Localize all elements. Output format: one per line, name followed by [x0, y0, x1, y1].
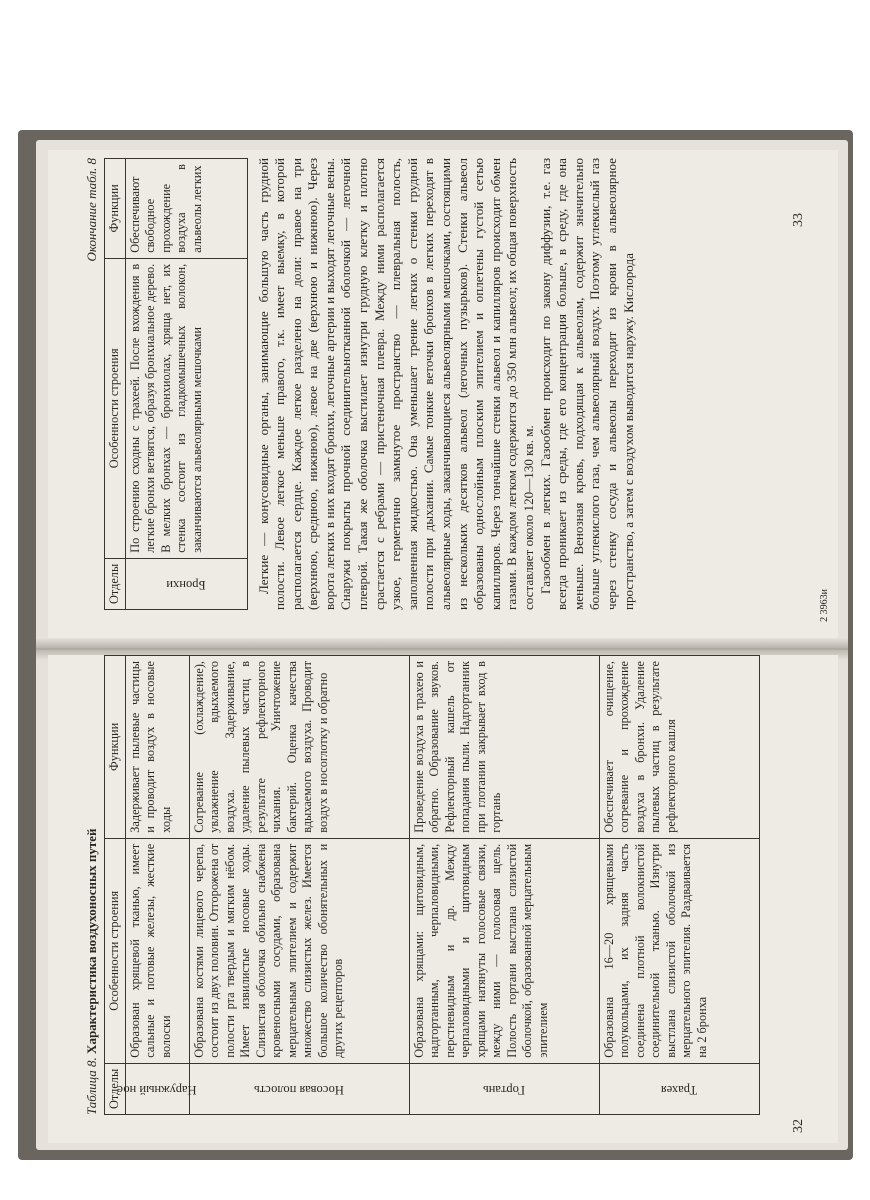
table-caption-label: Таблица 8.	[84, 1057, 99, 1115]
table-caption-title: Характеристика воздухоносных путей	[84, 828, 99, 1054]
column-header: Функции	[105, 159, 126, 259]
dept-cell: Трахея	[599, 1063, 759, 1114]
page-33-content	[84, 158, 814, 610]
paragraph: Газообмен в легких. Газообмен происходит по закону диффузии, т.е. газ всегда проникает из среды, где его концентрация больше, в среду, где она меньше. Венозная кровь, подходящая к альвеолам, содержит значительно больше углекислого газа, чем альвеолярный воздух. Поэтому углекислый газ через стенку сосуда и альвеолы переходит из крови в альвеолярное пространство, а затем с воздухом выводится наружу. Кислорода	[537, 158, 636, 610]
table-caption-continued: Окончание табл. 8	[84, 158, 99, 262]
column-header: Функции	[105, 656, 126, 839]
structure-cell: Образована хрящами: щитовидным, надгортанным, черпаловидными, перстневидным и др. Между черпаловидными и щитовидным хрящами натянуты голосовые связки, между ними — голосовая щель. Полость гортани выстлана слизистой оболочкой, образованной мерцательным эпителием	[409, 838, 599, 1063]
page-number: 33	[791, 213, 806, 227]
dept-cell: Наружный нос	[125, 1063, 189, 1114]
function-cell: Обеспечивает очищение, согревание и прохождение воздуха в бронхи. Удаление пылевых частиц в результате рефлекторного кашля	[599, 656, 759, 839]
body-text	[256, 158, 638, 610]
dept-cell: Носовая полость	[189, 1063, 409, 1114]
column-header: Особенности строения	[105, 838, 126, 1063]
page-number: 32	[791, 1119, 806, 1133]
table-header-row	[105, 656, 126, 1115]
table-row	[125, 656, 189, 1115]
table-row	[125, 159, 247, 610]
page-32-content	[84, 655, 844, 1115]
dept-cell: Бронхи	[125, 558, 247, 609]
table-8-continued	[104, 158, 248, 610]
structure-cell: Образована 16—20 хрящевыми полукольцами, их задняя часть соединена плотной волокнистой соединительной тканью. Изнутри выстлана слизистой оболочкой из мерцательного эпителия. Раздваивается на 2 бронха	[599, 838, 759, 1063]
column-header: Отделы	[105, 1063, 126, 1114]
table-row	[189, 656, 409, 1115]
table-caption	[84, 655, 100, 1115]
printer-signature: 2 3963и	[818, 589, 830, 622]
structure-cell: Образована костями лицевого черепа, состоит из двух половин. Отгорожена от полости рта твердым и мягким нёбом. Имеет извилистые носовые ходы. Слизистая оболочка обильно снабжена кровеносными сосудами, образована мерцательным эпителием и содержит множество слизистых желез. Имеется большое количество обонятельных и других рецепторов	[189, 838, 409, 1063]
function-cell: Согревание (охлаждение), увлажнение вдыхаемого воздуха. Задерживание, удаление пылевых частиц в результате рефлекторного чихания. Уничтожение бактерий. Оценка качества вдыхаемого воздуха. Проводит воздух в носоглотку и обратно	[189, 656, 409, 839]
structure-cell: Образован хрящевой тканью, имеет сальные и потовые железы, жесткие волоски	[125, 838, 189, 1063]
table-row	[599, 656, 759, 1115]
function-cell: Проведение воздуха в трахею и обратно. Образование звуков. Рефлекторный кашель от попадания пыли. Надгортанник при глотании закрывает вход в гортань	[409, 656, 599, 839]
function-cell: Задерживает пылевые частицы и проводит воздух в носовые ходы	[125, 656, 189, 839]
structure-cell: По строению сходны с трахеей. После вхождения в легкие бронхи ветвятся, образуя бронхиальное дерево. В мелких бронхах — бронхиолах, хряща нет, их стенка состоит из гладкомышечных волокон, заканчиваются альвеолярными мешочками	[125, 258, 247, 558]
column-header: Отделы	[105, 558, 126, 609]
column-header: Особенности строения	[105, 258, 126, 558]
dept-cell: Гортань	[409, 1063, 599, 1114]
table-8	[104, 655, 760, 1115]
function-cell: Обеспечивают свободное прохождение воздуха в альвеолы легких	[125, 159, 247, 259]
paragraph: Легкие — конусовидные органы, занимающие большую часть грудной полости. Левое легкое меньше правого, т.к. имеет выемку, в которой располагается сердце. Каждое легкое разделено на доли: правое на три (верхнюю, среднюю, нижнюю), левое на две (верхнюю и нижнюю). Через ворота легких в них входят бронхи, легочные артерии и выходят легочные вены. Снаружи покрыты прочной соединительнотканной оболочкой — легочной плеврой. Такая же оболочка выстилает изнутри грудную клетку и плотно срастается с ребрами — пристеночная плевра. Между ними располагается узкое, герметично замкнутое пространство — плевральная полость, заполненная жидкостью. Она уменьшает трение легких о стенки грудной полости при дыхании. Самые тонкие веточки бронхов в легких переходят в альвеолярные ходы, заканчивающиеся альвеолярными мешочками, состоящими из нескольких десятков альвеол (легочных пузырьков). Стенки альвеол образованы однослойным плоским эпителием и оплетены густой сетью капилляров. Через тончайшие стенки альвеол и капилляров происходит обмен газами. В каждом легком содержится до 350 млн альвеол; их общая поверхность составляет около 120—130 кв. м.	[255, 158, 536, 610]
table-header-row	[105, 159, 126, 610]
table-row	[409, 656, 599, 1115]
